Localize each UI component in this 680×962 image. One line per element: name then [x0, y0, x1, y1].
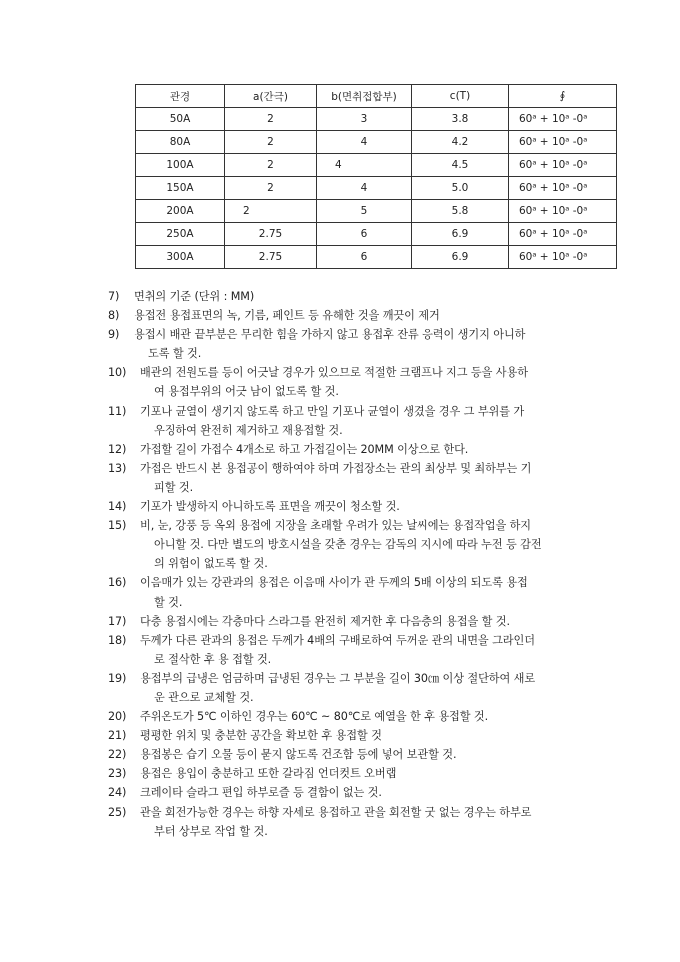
cell-thickness: 3.8: [412, 108, 509, 131]
cell-angle: 60ᵃ + 10ᵃ -0ᵃ: [509, 177, 617, 200]
item-number: 9): [108, 328, 120, 342]
item-text: 배관의 전원도를 등이 어긋날 경우가 있으므로 적절한 크램프나 지그 등을 사용하: [140, 366, 528, 380]
item-text: 기포가 발생하지 아니하도록 표면을 깨끗이 청소할 것.: [140, 500, 400, 514]
cell-thickness: 5.0: [412, 177, 509, 200]
cell-angle: 60ᵃ + 10ᵃ -0ᵃ: [509, 131, 617, 154]
item-number: 11): [108, 404, 127, 418]
cell-gap: 2: [225, 108, 317, 131]
list-item: [108, 669, 626, 707]
item-text-continued: 운 관으로 교체할 것.: [154, 690, 254, 704]
header-angle: ∮: [509, 85, 617, 108]
list-item: [108, 440, 626, 459]
item-text-continued: 부터 상부로 작업 할 것.: [154, 824, 268, 838]
item-number: 7): [108, 290, 120, 303]
cell-thickness: 5.8: [412, 200, 509, 223]
list-item: [108, 516, 626, 573]
item-number: 20): [108, 710, 127, 724]
cell-gap: 2: [225, 154, 317, 177]
item-text: 두께가 다른 관과의 용접은 두께가 4배의 구배로하여 두꺼운 관의 내면을 그라인더: [140, 633, 535, 647]
cell-angle: 60ᵃ + 10ᵃ -0ᵃ: [509, 108, 617, 131]
cell-bevel-joint: 6: [317, 223, 412, 246]
item-number: 25): [108, 805, 127, 819]
list-item: [108, 325, 626, 363]
cell-gap: 2: [225, 200, 317, 223]
cell-gap: 2: [225, 131, 317, 154]
item-text-continued: 우징하여 완전히 제거하고 재용접할 것.: [154, 423, 343, 437]
cell-bevel-joint: 4: [317, 131, 412, 154]
item-number: 16): [108, 576, 127, 590]
item-text: 관을 회전가능한 경우는 하향 자세로 용접하고 관을 회전할 굿 없는 경우는 하부로: [140, 805, 532, 819]
item-text: 용접봉은 습기 오물 등이 묻지 않도록 건조함 등에 넣어 보관할 것.: [140, 748, 457, 762]
list-item: [108, 745, 626, 764]
cell-angle: 60ᵃ + 10ᵃ -0ᵃ: [509, 246, 617, 269]
item-number: 12): [108, 442, 127, 456]
item-text: 평평한 위치 및 충분한 공간을 확보한 후 용접할 것: [140, 729, 382, 743]
cell-thickness: 6.9: [412, 246, 509, 269]
cell-pipe-size: 250A: [136, 223, 225, 246]
list-item: [108, 459, 626, 497]
item-text-continued: 도록 할 것.: [148, 347, 202, 361]
item-text: 용접은 용입이 충분하고 또한 갈라짐 언더컷트 오버랩: [140, 767, 397, 781]
cell-bevel-joint: 6: [317, 246, 412, 269]
item-text: 비, 눈, 강풍 등 옥외 용접에 지장을 초래할 우려가 있는 날씨에는 용접작업을 하지: [140, 519, 532, 533]
cell-gap: 2.75: [225, 223, 317, 246]
pipe-spec-table: [135, 84, 617, 269]
list-item: [108, 726, 626, 745]
cell-angle: 60ᵃ + 10ᵃ -0ᵃ: [509, 223, 617, 246]
cell-thickness: 4.2: [412, 131, 509, 154]
list-item: [108, 402, 626, 440]
cell-angle: 60ᵃ + 10ᵃ -0ᵃ: [509, 200, 617, 223]
table-row: [136, 246, 617, 269]
list-item: [108, 497, 626, 516]
item-text: 용접부의 급냉은 엄금하며 급냉된 경우는 그 부분을 길이 30㎝ 이상 절단하여 새로: [140, 671, 536, 685]
header-gap: a(간극): [225, 85, 317, 108]
table-row: [136, 200, 617, 223]
item-number: 17): [108, 614, 127, 628]
item-text-continued: 의 위험이 없도록 할 것.: [154, 557, 268, 571]
list-item: [108, 612, 626, 631]
cell-thickness: 6.9: [412, 223, 509, 246]
list-item: [108, 287, 626, 306]
cell-gap: 2.75: [225, 246, 317, 269]
cell-bevel-joint: 5: [317, 200, 412, 223]
item-number: 15): [108, 519, 127, 533]
cell-bevel-joint: 4: [317, 154, 412, 177]
table-header-row: [136, 85, 617, 108]
list-item: [108, 764, 626, 783]
cell-angle: 60ᵃ + 10ᵃ -0ᵃ: [509, 154, 617, 177]
table-row: [136, 131, 617, 154]
item-text: 용접시 배관 끝부분은 무리한 힘을 가하지 않고 용접후 잔류 응력이 생기지 아니하: [134, 328, 526, 342]
cell-pipe-size: 80A: [136, 131, 225, 154]
item-text: 기포나 균열이 생기지 않도록 하고 만일 기포나 균열이 생겼을 경우 그 부위를 가: [140, 404, 525, 418]
item-number: 19): [108, 671, 127, 685]
item-text: 크레이타 슬라그 편입 하부로즐 등 결함이 없는 것.: [140, 786, 382, 800]
item-text-continued: 아니할 것. 다만 별도의 방호시설을 갖춘 경우는 감독의 지시에 따라 누전 등 감전: [154, 538, 542, 552]
item-text: 가접은 반드시 본 용접공이 행하여야 하며 가접장소는 관의 최상부 및 최하부는 기: [140, 461, 532, 475]
item-text: 이음매가 있는 강관과의 용접은 이음매 사이가 관 두께의 5배 이상의 되도록 용접: [140, 576, 528, 590]
cell-pipe-size: 200A: [136, 200, 225, 223]
table-row: [136, 108, 617, 131]
list-item: [108, 573, 626, 611]
item-text: 가접할 길이 가접수 4개소로 하고 가접길이는 20MM 이상으로 한다.: [140, 442, 469, 456]
item-text: 다층 용접시에는 각층마다 스라그를 완전히 제거한 후 다음층의 용접을 할 것.: [140, 614, 510, 628]
table-row: [136, 177, 617, 200]
cell-bevel-joint: 4: [317, 177, 412, 200]
cell-bevel-joint: 3: [317, 108, 412, 131]
list-item: [108, 783, 626, 802]
cell-gap: 2: [225, 177, 317, 200]
item-number: 10): [108, 366, 127, 380]
item-text-continued: 여 용접부위의 어긋 남이 없도록 할 것.: [154, 385, 339, 399]
item-number: 21): [108, 729, 127, 743]
table-row: [136, 223, 617, 246]
item-text: 주위온도가 5℃ 이하인 경우는 60℃ ~ 80℃로 예열을 한 후 용접할 것.: [140, 710, 489, 724]
list-item: [108, 363, 626, 401]
item-number: 23): [108, 767, 127, 781]
item-text: 용접전 용접표면의 녹, 기름, 페인트 등 유해한 것을 깨끗이 제거: [134, 309, 440, 323]
welding-instructions-list: [108, 287, 626, 841]
item-number: 18): [108, 633, 127, 647]
header-bevel-joint: b(면취접합부): [317, 85, 412, 108]
item-text-continued: 피할 것.: [154, 480, 194, 494]
header-thickness: c(T): [412, 85, 509, 108]
list-item: [108, 306, 626, 325]
cell-pipe-size: 300A: [136, 246, 225, 269]
item-text: 면취의 기준 (단위 : MM): [134, 290, 255, 303]
cell-thickness: 4.5: [412, 154, 509, 177]
list-item: [108, 707, 626, 726]
header-pipe-size: 관경: [136, 85, 225, 108]
cell-pipe-size: 150A: [136, 177, 225, 200]
table-row: [136, 154, 617, 177]
item-number: 22): [108, 748, 127, 762]
item-number: 14): [108, 500, 127, 514]
item-number: 24): [108, 786, 127, 800]
item-text-continued: 할 것.: [154, 595, 183, 609]
item-number: 13): [108, 461, 127, 475]
cell-pipe-size: 100A: [136, 154, 225, 177]
cell-pipe-size: 50A: [136, 108, 225, 131]
item-number: 8): [108, 309, 120, 323]
item-text-continued: 로 절삭한 후 용 접할 것.: [154, 652, 272, 666]
list-item: [108, 631, 626, 669]
list-item: [108, 803, 626, 841]
